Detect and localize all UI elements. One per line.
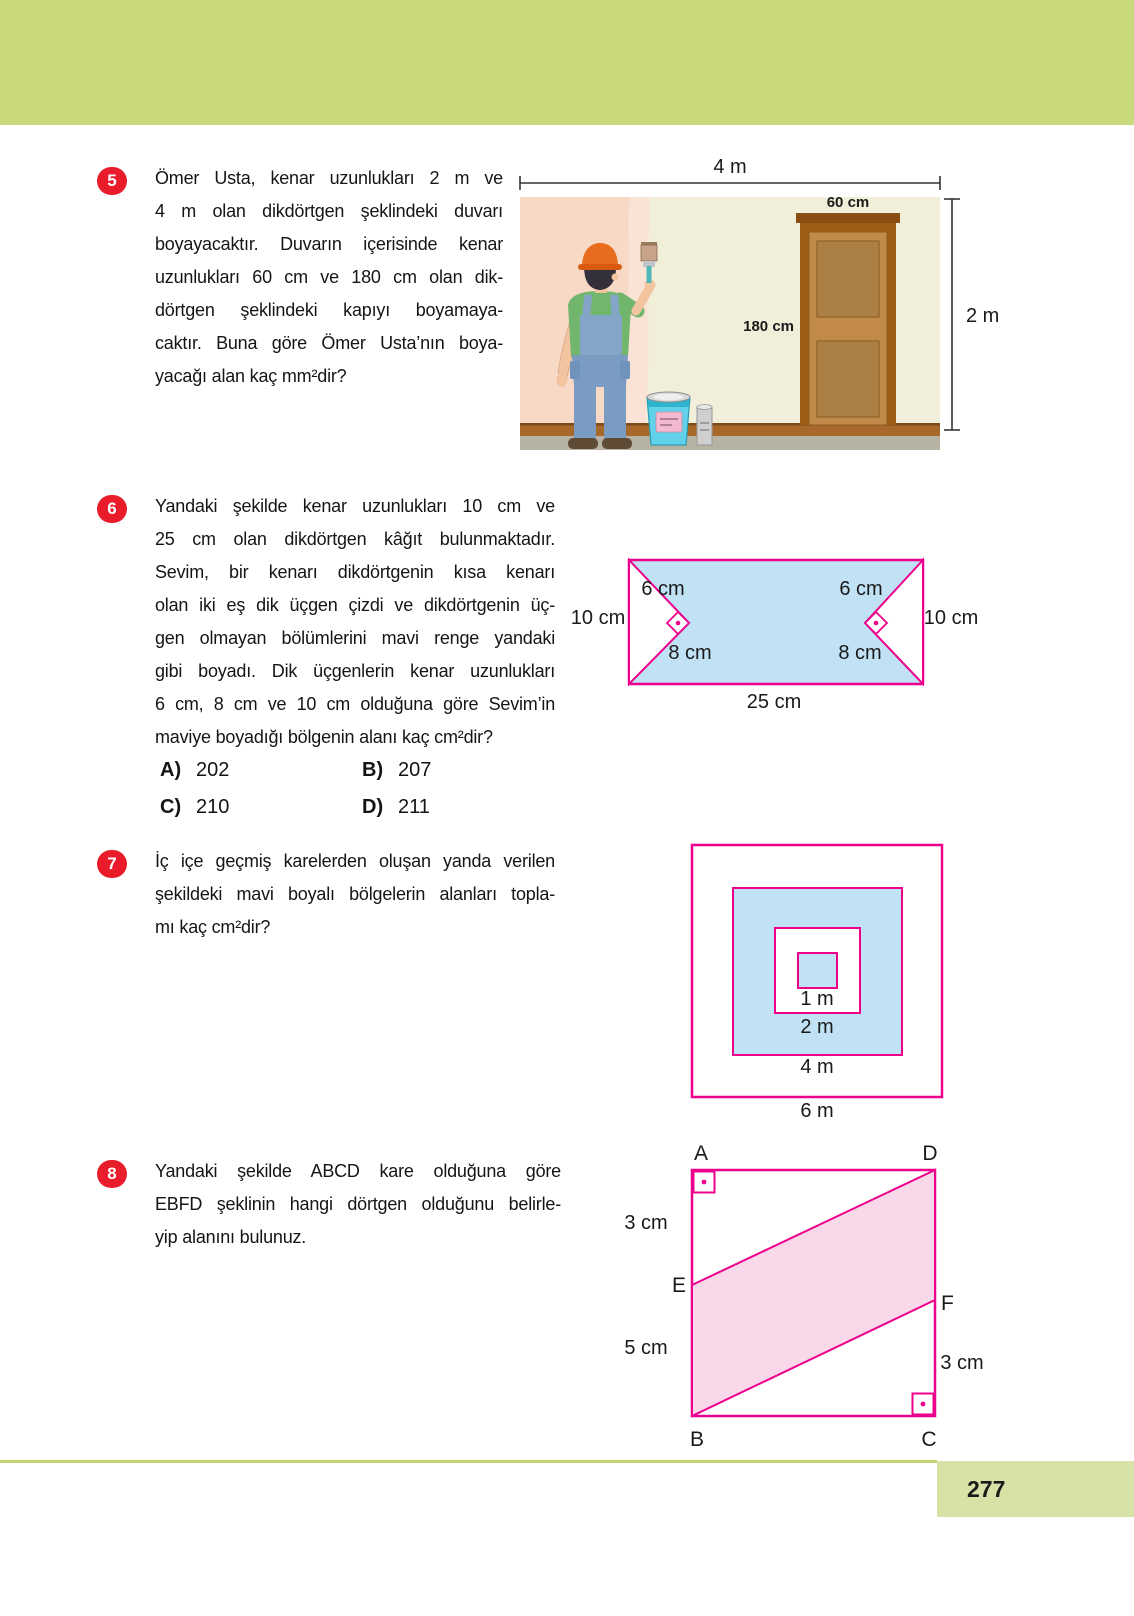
- text-line: EBFD şeklinin hangi dörtgen olduğunu belirle-: [155, 1194, 561, 1214]
- figure-wall-painting: [500, 145, 1010, 455]
- painter-pants: [572, 355, 628, 387]
- paint-can: [697, 405, 712, 446]
- painter-shoe-left: [568, 438, 598, 449]
- text-line: Yandaki şekilde ABCD kare olduğuna göre: [155, 1161, 561, 1181]
- text-line: yacağı alan kaç mm²dir?: [155, 366, 347, 386]
- text-line: maviye boyadığı bölgenin alanı kaç cm²dir?: [155, 727, 493, 747]
- problem-6-text: [155, 490, 555, 754]
- option-c-letter: C): [160, 796, 182, 818]
- paint-bucket: [647, 392, 690, 445]
- text-line: gen olmayan bölümlerini mavi renge yandaki: [155, 628, 555, 648]
- label-1m: 1 m: [800, 988, 834, 1010]
- problem-8-text: [155, 1155, 561, 1254]
- vertex-a: A: [693, 1142, 709, 1165]
- text-line: boyayacaktır. Duvarın içerisinde kenar: [155, 234, 503, 254]
- vertex-e: E: [671, 1274, 686, 1297]
- option-c-value: 210: [196, 796, 230, 818]
- text-line: 6 cm, 8 cm ve 10 cm olduğuna göre Sevim’in: [155, 694, 555, 714]
- side-label-right: 10 cm: [923, 607, 979, 629]
- vertex-b: B: [689, 1428, 705, 1451]
- header-band: [0, 0, 1134, 125]
- problem-8-badge: 8: [97, 1160, 127, 1188]
- painter-overalls-bib: [580, 315, 622, 359]
- leg-label-top-right: 6 cm: [839, 578, 883, 600]
- option-c: [160, 794, 229, 820]
- wall-height-label: 2 m: [966, 305, 1000, 327]
- problem-5-text: [155, 162, 503, 393]
- text-line: yip alanını bulunuz.: [155, 1227, 307, 1247]
- segment-ae-label: 3 cm: [624, 1212, 668, 1234]
- text-line: dörtgen şeklindeki kapıyı boyamaya-: [155, 300, 503, 320]
- problem-7-badge: 7: [97, 850, 127, 878]
- vertex-f: F: [941, 1292, 954, 1315]
- vertex-d: D: [922, 1142, 938, 1165]
- page-number-box: [937, 1461, 1134, 1517]
- figure-rectangle-triangles: [552, 528, 1127, 723]
- label-4m: 4 m: [800, 1056, 834, 1078]
- footer-rule: [0, 1460, 937, 1463]
- text-line: gibi boyadı. Dik üçgenlerin kenar uzunlukları: [155, 661, 555, 681]
- figure-square-abcd: [600, 1108, 1010, 1453]
- option-b: [362, 757, 431, 783]
- label-2m: 2 m: [800, 1016, 834, 1038]
- text-line: Ömer Usta, kenar uzunlukları 2 m ve: [155, 168, 503, 188]
- page-number: 277: [967, 1476, 1006, 1502]
- leg-label-bottom-right: 8 cm: [838, 642, 882, 664]
- problem-7-text: [155, 845, 555, 944]
- option-d: [362, 794, 430, 820]
- leg-label-top-left: 6 cm: [641, 578, 685, 600]
- dimension-top: [520, 156, 940, 190]
- problem-5-badge: 5: [97, 167, 127, 195]
- text-line: Sevim, bir kenarı dikdörtgenin kısa kenarı: [155, 562, 555, 582]
- leg-label-bottom-left: 8 cm: [668, 642, 712, 664]
- painter-shoe-right: [602, 438, 632, 449]
- segment-fc-label: 3 cm: [940, 1352, 984, 1374]
- option-a-letter: A): [160, 759, 182, 781]
- text-line: Yandaki şekilde kenar uzunlukları 10 cm ve: [155, 496, 555, 516]
- text-line: şekildeki mavi boyalı bölgelerin alanları topla-: [155, 884, 555, 904]
- door-width-label: 60 cm: [826, 194, 870, 211]
- text-line: olan iki eş dik üçgen çizdi ve dikdörtgenin üç-: [155, 595, 555, 615]
- option-d-value: 211: [398, 796, 430, 818]
- dimension-right: [944, 199, 999, 430]
- door-height-label: 180 cm: [743, 318, 794, 335]
- text-line: uzunlukları 60 cm ve 180 cm olan dik-: [155, 267, 503, 287]
- problem-6-badge: 6: [97, 495, 127, 523]
- option-b-letter: B): [362, 759, 384, 781]
- option-a-value: 202: [196, 759, 230, 781]
- segment-eb-label: 5 cm: [624, 1337, 668, 1359]
- text-line: mı kaç cm²dir?: [155, 917, 271, 937]
- bottom-label: 25 cm: [746, 691, 802, 713]
- label-6m: 6 m: [800, 1100, 834, 1122]
- wall-width-label: 4 m: [713, 156, 747, 178]
- text-line: caktır. Buna göre Ömer Usta’nın boya-: [155, 333, 503, 353]
- vertex-c: C: [921, 1428, 937, 1451]
- side-label-left: 10 cm: [570, 607, 626, 629]
- text-line: 4 m olan dikdörtgen şeklindeki duvarı: [155, 201, 503, 221]
- painter-left-hand: [557, 373, 568, 387]
- option-b-value: 207: [398, 759, 432, 781]
- square-1m-blue: [798, 953, 837, 988]
- text-line: İç içe geçmiş karelerden oluşan yanda verilen: [155, 851, 555, 871]
- option-d-letter: D): [362, 796, 384, 818]
- figure-nested-squares: [655, 833, 965, 1133]
- option-a: [160, 757, 229, 783]
- text-line: 25 cm olan dikdörtgen kâğıt bulunmaktadır.: [155, 529, 555, 549]
